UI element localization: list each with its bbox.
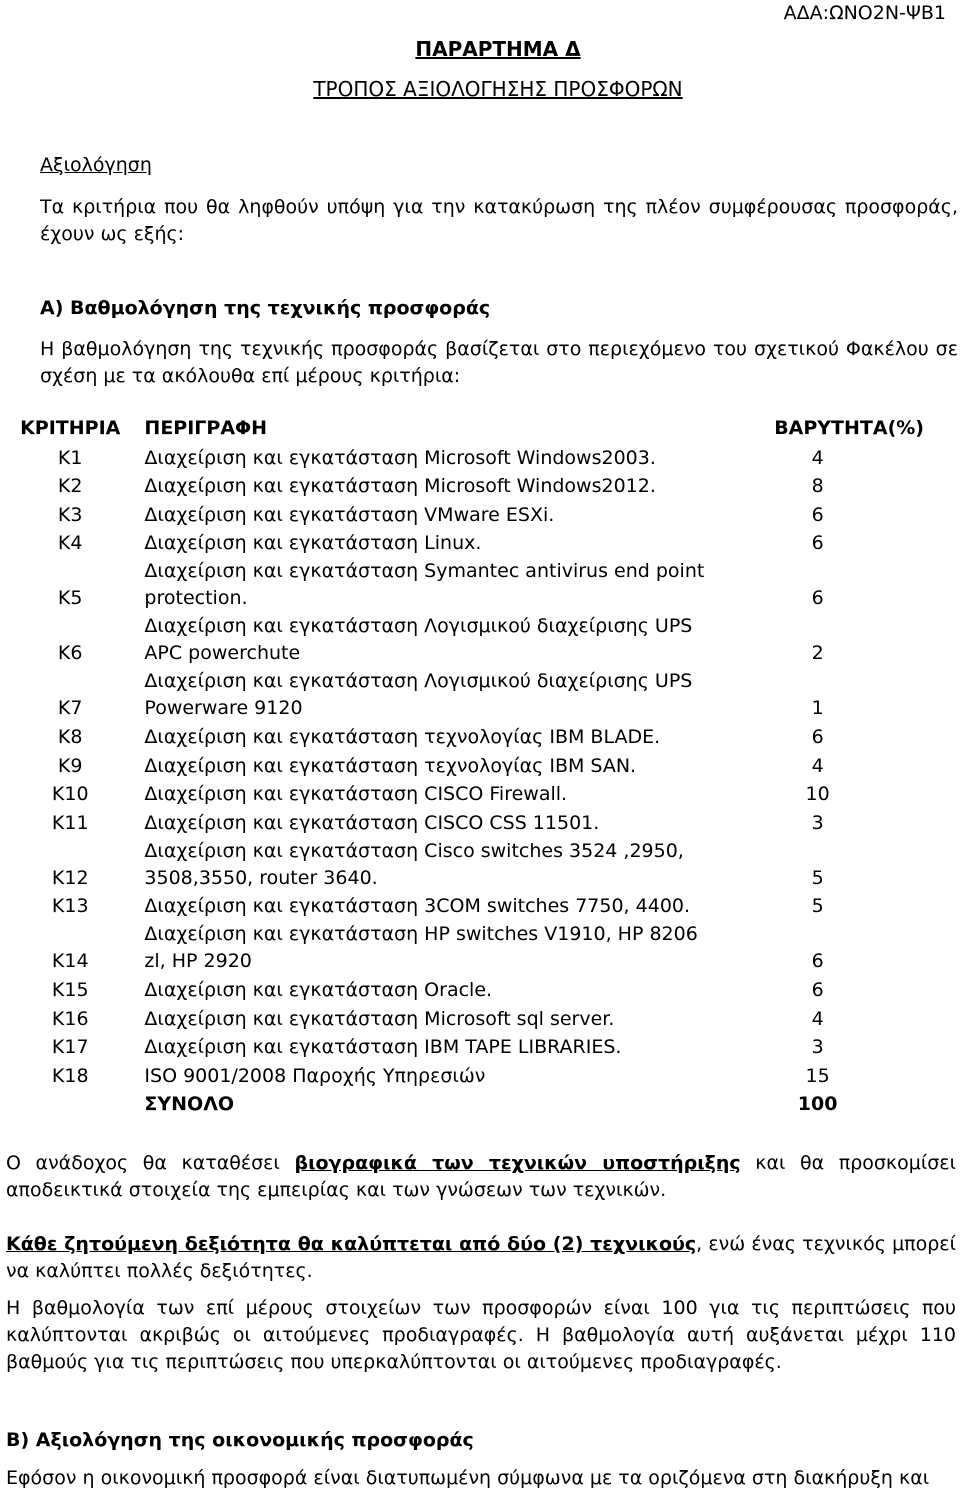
criterion-code: Κ1	[57, 446, 83, 469]
criterion-description: Διαχείριση και εγκατάσταση Symantec antivirus end point protection.	[144, 560, 705, 610]
score-paragraph: Η βαθμολογία των επί μέρους στοιχείων των προσφορών είναι 100 για τις περιπτώσεις που καλύπτονται ακριβώς οι αιτούμενες προδιαγραφές. Η βαθμολογία αυτή αυξάνεται μέχρι 110 βαθμούς για τις περιπτώσεις που υπερκαλύπτονται οι αιτούμενες προδιαγραφές.	[6, 1297, 956, 1373]
total-row	[0, 1090, 960, 1119]
criterion-weight: 4	[811, 754, 824, 777]
criterion-weight: 3	[811, 811, 824, 834]
cv-text-post: και θα προσκομίσει αποδεικτικά στοιχεία της εμπειρίας και των γνώσεων των τεχνικών.	[6, 1152, 956, 1201]
ada-code: ΑΔΑ:ΩΝΟ2Ν-ΨΒ1	[783, 2, 946, 24]
criterion-description: Διαχείριση και εγκατάσταση 3COM switches 7750, 4400.	[144, 895, 691, 918]
criterion-weight: 6	[811, 978, 824, 1001]
criterion-code: Κ14	[51, 950, 89, 973]
table-body	[0, 443, 960, 1118]
total-value: 100	[797, 1093, 838, 1116]
criterion-weight: 10	[805, 783, 830, 806]
evaluation-label: Αξιολόγηση	[40, 154, 152, 176]
cv-paragraph	[6, 1150, 956, 1204]
cv-text-bold: βιογραφικά των τεχνικών υποστήριξης	[294, 1152, 741, 1174]
method-title: ΤΡΟΠΟΣ ΑΞΙΟΛΟΓΗΣΗΣ ΠΡΟΣΦΟΡΩΝ	[313, 77, 683, 101]
criterion-description: Διαχείριση και εγκατάσταση Linux.	[144, 532, 482, 555]
criterion-code: Κ4	[57, 532, 83, 555]
criterion-description: Διαχείριση και εγκατάσταση IBM TAPE LIBRARIES.	[144, 1036, 622, 1059]
criterion-weight: 5	[811, 866, 824, 889]
criterion-weight: 6	[811, 503, 824, 526]
criterion-description: Διαχείριση και εγκατάσταση CISCO CSS 11501.	[144, 811, 600, 834]
criterion-weight: 15	[805, 1064, 830, 1087]
criterion-weight: 2	[811, 642, 824, 665]
criterion-description: Διαχείριση και εγκατάσταση CISCO Firewall.	[144, 783, 568, 806]
criterion-weight: 8	[811, 475, 824, 498]
criterion-description: Διαχείριση και εγκατάσταση Microsoft Windows2003.	[144, 446, 656, 469]
criterion-code: Κ5	[57, 587, 83, 610]
section-a-text: Η βαθμολόγηση της τεχνικής προσφοράς βασίζεται στο περιεχόμενο του σχετικού Φακέλου σε σχέση με τα ακόλουθα επί μέρους κριτήρια:	[40, 338, 958, 387]
criterion-code: Κ2	[57, 475, 83, 498]
criterion-description: Διαχείριση και εγκατάσταση Oracle.	[144, 978, 493, 1001]
criterion-code: Κ7	[57, 697, 83, 720]
annex-title: ΠΑΡΑΡΤΗΜΑ Δ	[415, 37, 581, 61]
criterion-code: Κ10	[51, 783, 89, 806]
criterion-description: Διαχείριση και εγκατάσταση Microsoft sql server.	[144, 1007, 615, 1030]
criterion-weight: 5	[811, 895, 824, 918]
criterion-weight: 4	[811, 1007, 824, 1030]
table-header-row	[0, 413, 960, 443]
header-weight: ΒΑΡΥΤΗΤΑ(%)	[774, 417, 924, 439]
criteria-table	[0, 413, 960, 1118]
section-b-text: Εφόσον η οικονομική προσφορά είναι διατυπωμένη σύμφωνα με τα οριζόμενα στη διακήρυξη και	[6, 1467, 930, 1489]
section-b-title: Β) Αξιολόγηση της οικονομικής προσφοράς	[6, 1429, 474, 1451]
criterion-weight: 6	[811, 532, 824, 555]
criterion-weight: 6	[811, 587, 824, 610]
criterion-weight: 3	[811, 1036, 824, 1059]
criterion-code: Κ18	[51, 1064, 89, 1087]
criterion-description: Διαχείριση και εγκατάσταση Λογισμικού διαχείρισης UPS Powerware 9120	[144, 670, 693, 720]
criterion-description: Διαχείριση και εγκατάσταση τεχνολογίας IBM SAN.	[144, 754, 637, 777]
criterion-description: ISO 9001/2008 Παροχής Υπηρεσιών	[144, 1064, 486, 1087]
criterion-code: Κ17	[51, 1036, 89, 1059]
criterion-code: Κ16	[51, 1007, 89, 1030]
cv-text-pre: Ο ανάδοχος θα καταθέσει	[6, 1152, 295, 1174]
header-code: ΚΡΙΤΗΡΙΑ	[20, 417, 121, 439]
skill-text-post: , ενώ ένας τεχνικός μπορεί να καλύπτει πολλές δεξιότητες.	[6, 1233, 957, 1282]
criterion-description: Διαχείριση και εγκατάσταση Microsoft Windows2012.	[144, 475, 656, 498]
criterion-code: Κ6	[57, 642, 83, 665]
criterion-description: Διαχείριση και εγκατάσταση HP switches V1910, HP 8206 zl, HP 2920	[144, 923, 698, 973]
skill-text-bold: Κάθε ζητούμενη δεξιότητα θα καλύπτεται από δύο (2) τεχνικούς	[6, 1233, 697, 1255]
total-label: ΣΥΝΟΛΟ	[144, 1093, 235, 1116]
criterion-description: Διαχείριση και εγκατάσταση τεχνολογίας IBM BLADE.	[144, 725, 661, 748]
header-description: ΠΕΡΙΓΡΑΦΗ	[144, 417, 268, 439]
criterion-code: Κ3	[57, 503, 83, 526]
skill-paragraph	[6, 1231, 956, 1285]
criterion-weight: 4	[811, 446, 824, 469]
criterion-weight: 1	[811, 697, 824, 720]
criterion-weight: 6	[811, 950, 824, 973]
criterion-description: Διαχείριση και εγκατάσταση Cisco switches 3524 ,2950, 3508,3550, router 3640.	[144, 839, 684, 889]
criterion-code: Κ11	[51, 811, 89, 834]
criterion-code: Κ13	[51, 895, 89, 918]
criterion-description: Διαχείριση και εγκατάσταση VMware ESXi.	[144, 503, 555, 526]
criterion-code: Κ8	[57, 725, 83, 748]
criterion-code: Κ15	[51, 978, 89, 1001]
criterion-description: Διαχείριση και εγκατάσταση Λογισμικού διαχείρισης UPS APC powerchute	[144, 615, 693, 665]
evaluation-intro: Τα κριτήρια που θα ληφθούν υπόψη για την κατακύρωση της πλέον συμφέρουσας προσφοράς, έχουν ως εξής:	[40, 196, 958, 245]
section-a-title: Α) Βαθμολόγηση της τεχνικής προσφοράς	[40, 297, 491, 319]
criterion-code: Κ12	[51, 866, 89, 889]
criterion-weight: 6	[811, 725, 824, 748]
criterion-code: Κ9	[57, 754, 83, 777]
